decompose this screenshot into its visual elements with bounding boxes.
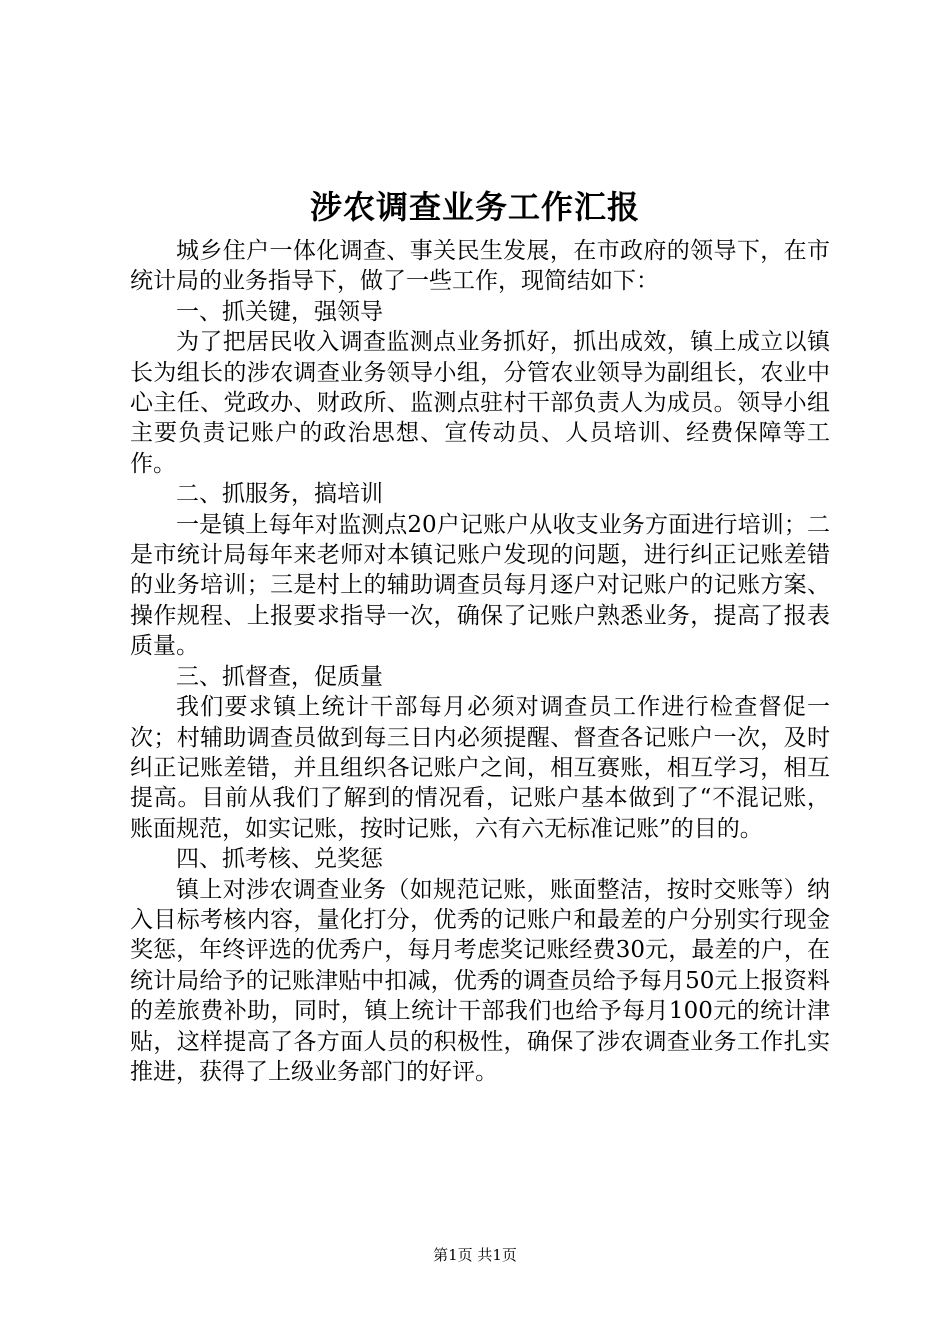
section-heading-3: 三、抓督查，促质量 bbox=[176, 663, 383, 690]
page-number-footer: 第1页 共1页 bbox=[433, 1246, 517, 1264]
section-heading-4: 四、抓考核、兑奖惩 bbox=[176, 846, 383, 873]
section-heading-2: 二、抓服务，搞培训 bbox=[176, 481, 383, 508]
section-paragraph-2: 一是镇上每年对监测点20户记账户从收支业务方面进行培训；二是市统计局每年来老师对本镇记账户发现的问题，进行纠正记账差错的业务培训；三是村上的辅助调查员每月逐户对记账户的记账方案、操作规程、上报要求指导一次，确保了记账户熟悉业务，提高了报表质量。 bbox=[130, 511, 830, 660]
document-body bbox=[130, 236, 830, 1087]
section-paragraph-4: 镇上对涉农调查业务（如规范记账，账面整洁，按时交账等）纳入目标考核内容，量化打分，优秀的记账户和最差的户分别实行现金奖惩，年终评选的优秀户，每月考虑奖记账经费30元，最差的户，在统计局给予的记账津贴中扣减，优秀的调查员给予每月50元上报资料的差旅费补助，同时，镇上统计干部我们也给予每月100元的统计津贴，这样提高了各方面人员的积极性，确保了涉农调查业务工作扎实推进，获得了上级业务部门的好评。 bbox=[130, 876, 830, 1085]
section-paragraph-3: 我们要求镇上统计干部每月必须对调查员工作进行检查督促一次；村辅助调查员做到每三日内必须提醒、督查各记账户一次，及时纠正记账差错，并且组织各记账户之间，相互赛账，相互学习，相互提高。目前从我们了解到的情况看，记账户基本做到了“不混记账，账面规范，如实记账，按时记账，六有六无标准记账”的目的。 bbox=[130, 694, 830, 842]
section-heading-1: 一、抓关键，强领导 bbox=[176, 298, 383, 325]
document-title: 涉农调查业务工作汇报 bbox=[309, 188, 640, 226]
section-paragraph-1: 为了把居民收入调查监测点业务抓好，抓出成效，镇上成立以镇长为组长的涉农调查业务领导小组，分管农业领导为副组长，农业中心主任、党政办、财政所、监测点驻村干部负责人为成员。领导小组主要负责记账户的政治思想、宣传动员、人员培训、经费保障等工作。 bbox=[130, 329, 830, 477]
intro-paragraph: 城乡住户一体化调查、事关民生发展，在市政府的领导下，在市统计局的业务指导下，做了一些工作，现简结如下： bbox=[130, 238, 830, 295]
